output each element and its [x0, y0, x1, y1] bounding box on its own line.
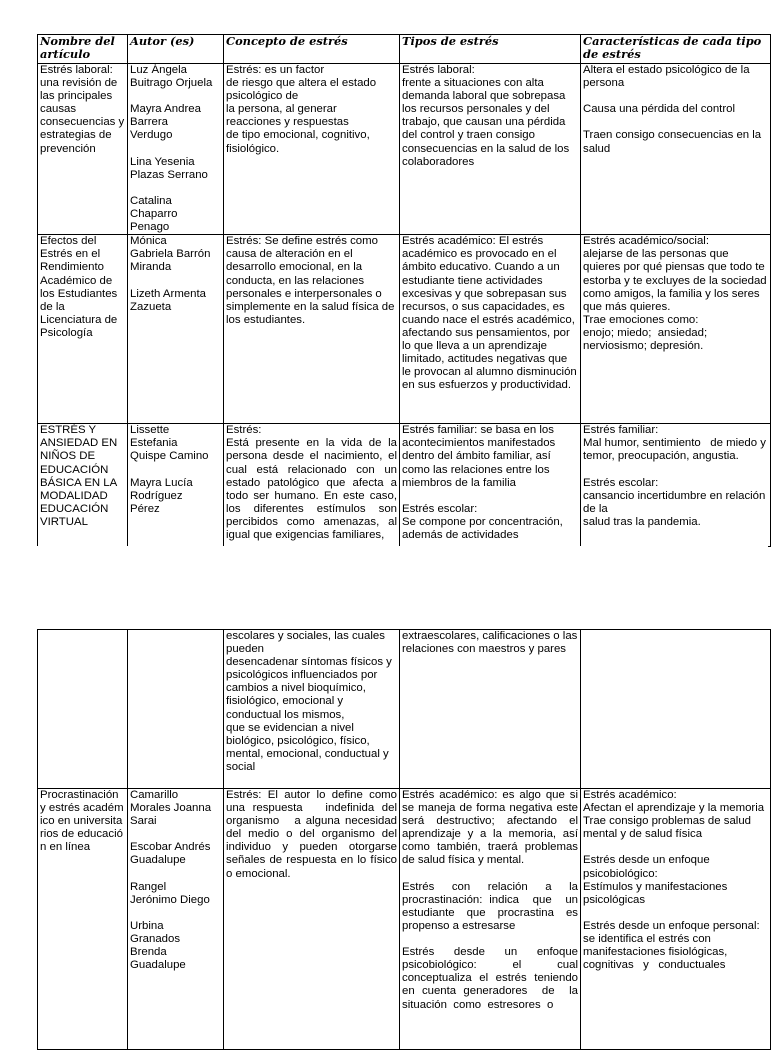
table-row [38, 235, 771, 424]
table-row [38, 424, 771, 547]
stress-types: Estrés laboral: frente a situaciones con alta demanda laboral que sobrepasa los recursos personales y del trabajo, que causan una pérdida del control y traen consigo consecuencias en la salud de los colaboradores [402, 64, 570, 168]
header-article-name: Nombre del artículo [38, 35, 128, 64]
table-header-row [38, 35, 771, 64]
types-cell [400, 424, 581, 547]
concept-cell [224, 235, 400, 424]
concept-cell [224, 630, 400, 789]
types-cell [400, 235, 581, 424]
authors-cell [128, 789, 224, 1050]
article-name: Procrastinación y estrés académico en universitarios de educación en línea [40, 789, 124, 854]
article-name-cell [38, 789, 128, 1050]
stress-concept: Estrés: Se define estrés como causa de alteración en el desarrollo emocional, en la conducta, en las relaciones personales e interpersonales o simplemente en la salud física de los estudiantes. [226, 235, 398, 326]
authors: Mónica Gabriela Barrón Miranda Lizeth Armenta Zazueta [130, 235, 211, 313]
stress-concept: Estrés: es un factor de riesgo que altera el estado psicológico de la persona, al generar reacciones y respuestas de tipo emocional, cognitivo, fisiológico. [226, 64, 377, 155]
stress-articles-table-page-2 [37, 629, 771, 1050]
article-name: Estrés laboral: una revisión de las principales causas consecuencias y estrategias de prevención [40, 64, 128, 155]
types-cell [400, 630, 581, 789]
characteristics-cell [581, 64, 771, 235]
article-name-cell [38, 630, 128, 789]
article-name: Efectos del Estrés en el Rendimiento Académico de los Estudiantes de la Licenciatura de Psicología [40, 235, 121, 339]
table-row [38, 789, 771, 1050]
types-cell [400, 789, 581, 1050]
characteristics-cell [581, 235, 771, 424]
authors-cell [128, 235, 224, 424]
header-stress-types: Tipos de estrés [400, 35, 581, 64]
article-name: ESTRÉS Y ANSIEDAD EN NIÑOS DE EDUCACIÓN BÁSICA EN LA MODALIDAD EDUCACIÓN VIRTUAL [40, 424, 121, 528]
characteristics-cell [581, 630, 771, 789]
authors: Lissette Estefania Quispe Camino Mayra Lucía Rodríguez Pérez [130, 424, 209, 515]
stress-types: Estrés académico: es algo que si se maneja de forma negativa este será destructivo; afectando el aprendizaje y a la memoria, así como también, traerá problemas de salud física y mental. Estrés con relación a la procrastinación: indica que un estudiante que procrastina es propenso a estresarse Estrés desde un enfoque psicobiológico: el cual conceptualiza el estrés teniendo en cuenta generadores de la situación como estresores o [402, 789, 578, 1011]
authors-cell [128, 64, 224, 235]
stress-articles-table-page-1 [37, 34, 771, 547]
concept-cell [224, 64, 400, 235]
stress-types: Estrés familiar: se basa en los acontecimientos manifestados dentro del ámbito familiar, así como las relaciones entre los miembros de la familia Estrés escolar: Se compone por concentración, además de actividades [402, 424, 563, 541]
stress-types: Estrés académico: El estrés académico es provocado en el ámbito educativo. Cuando a un estudiante tiene actividades excesivas y que sobrepasan sus recursos, o sus capacidades, es cuando nace el estrés académico, afectando sus pensamientos, por lo que lleva a un aprendizaje limitado, actitudes negativas que le provocan al alumno disminución en sus esfuerzos y productividad. [402, 235, 580, 392]
article-name-cell [38, 424, 128, 547]
characteristics-cell [581, 424, 771, 547]
type-characteristics: Estrés académico/social: alejarse de las personas que quieres por qué piensas que todo te estorba y te excluyes de la sociedad como amigos, la familia y los seres que más quieres. Trae emociones como: enojo; miedo; ansiedad; nerviosismo; depresión. [583, 235, 767, 352]
stress-concept: Estrés: Está presente en la vida de la persona desde el nacimiento, el cual está relacionado con un estado patológico que afecta a todo ser humano. En este caso, los diferentes estímulos son percibidos como amenazas, al igual que exigencias familiares, [226, 424, 397, 541]
authors-cell [128, 630, 224, 789]
type-characteristics: Estrés familiar: Mal humor, sentimiento de miedo y temor, preocupación, angustia. Estrés escolar: cansancio incertidumbre en relación de la salud tras la pandemia. [583, 424, 766, 528]
characteristics-cell [581, 789, 771, 1050]
stress-concept: Estrés: El autor lo define como una respuesta indefinida del organismo a alguna necesidad del medio o del organismo del individuo y pueden otorgarse señales de respuesta en lo físico o emocional. [226, 789, 401, 880]
authors: Camarillo Morales Joanna Sarai Escobar Andrés Guadalupe Rangel Jerónimo Diego Urbina Granados Brenda Guadalupe [130, 789, 212, 972]
type-characteristics: Altera el estado psicológico de la persona Causa una pérdida del control Traen consigo consecuencias en la salud [583, 64, 762, 155]
table-row [38, 64, 771, 235]
article-name-cell [38, 64, 128, 235]
table-row-continuation [38, 630, 771, 789]
article-name-cell [38, 235, 128, 424]
header-type-characteristics: Características de cada tipo de estrés [581, 35, 771, 64]
stress-concept: escolares y sociales, las cuales pueden desencadenar síntomas físicos y psicológicos influenciados por cambios a nivel bioquímico, fisiológico, emocional y conductual los mismos, que se evidencian a nivel biológico, psicológico, físico, mental, emocional, conductual y social [226, 630, 392, 773]
stress-types: extraescolares, calificaciones o las relaciones con maestros y pares [402, 630, 581, 656]
header-stress-concept: Concepto de estrés [224, 35, 400, 64]
authors-cell [128, 424, 224, 547]
types-cell [400, 64, 581, 235]
concept-cell [224, 424, 400, 547]
page-break-gap [0, 546, 768, 629]
type-characteristics: Estrés académico: Afectan el aprendizaje y la memoria Trae consigo problemas de salud mental y de salud física Estrés desde un enfoque psicobiológico: Estímulos y manifestaciones psicológicas Estrés desde un enfoque personal: se identifica el estrés con manifestaciones fisiológicas, cognitivas y conductuales [583, 789, 765, 972]
authors: Luz Ángela Buitrago Orjuela Mayra Andrea Barrera Verdugo Lina Yesenia Plazas Serrano Catalina Chaparro Penago [130, 64, 213, 234]
header-authors: Autor (es) [128, 35, 224, 64]
concept-cell [224, 789, 400, 1050]
